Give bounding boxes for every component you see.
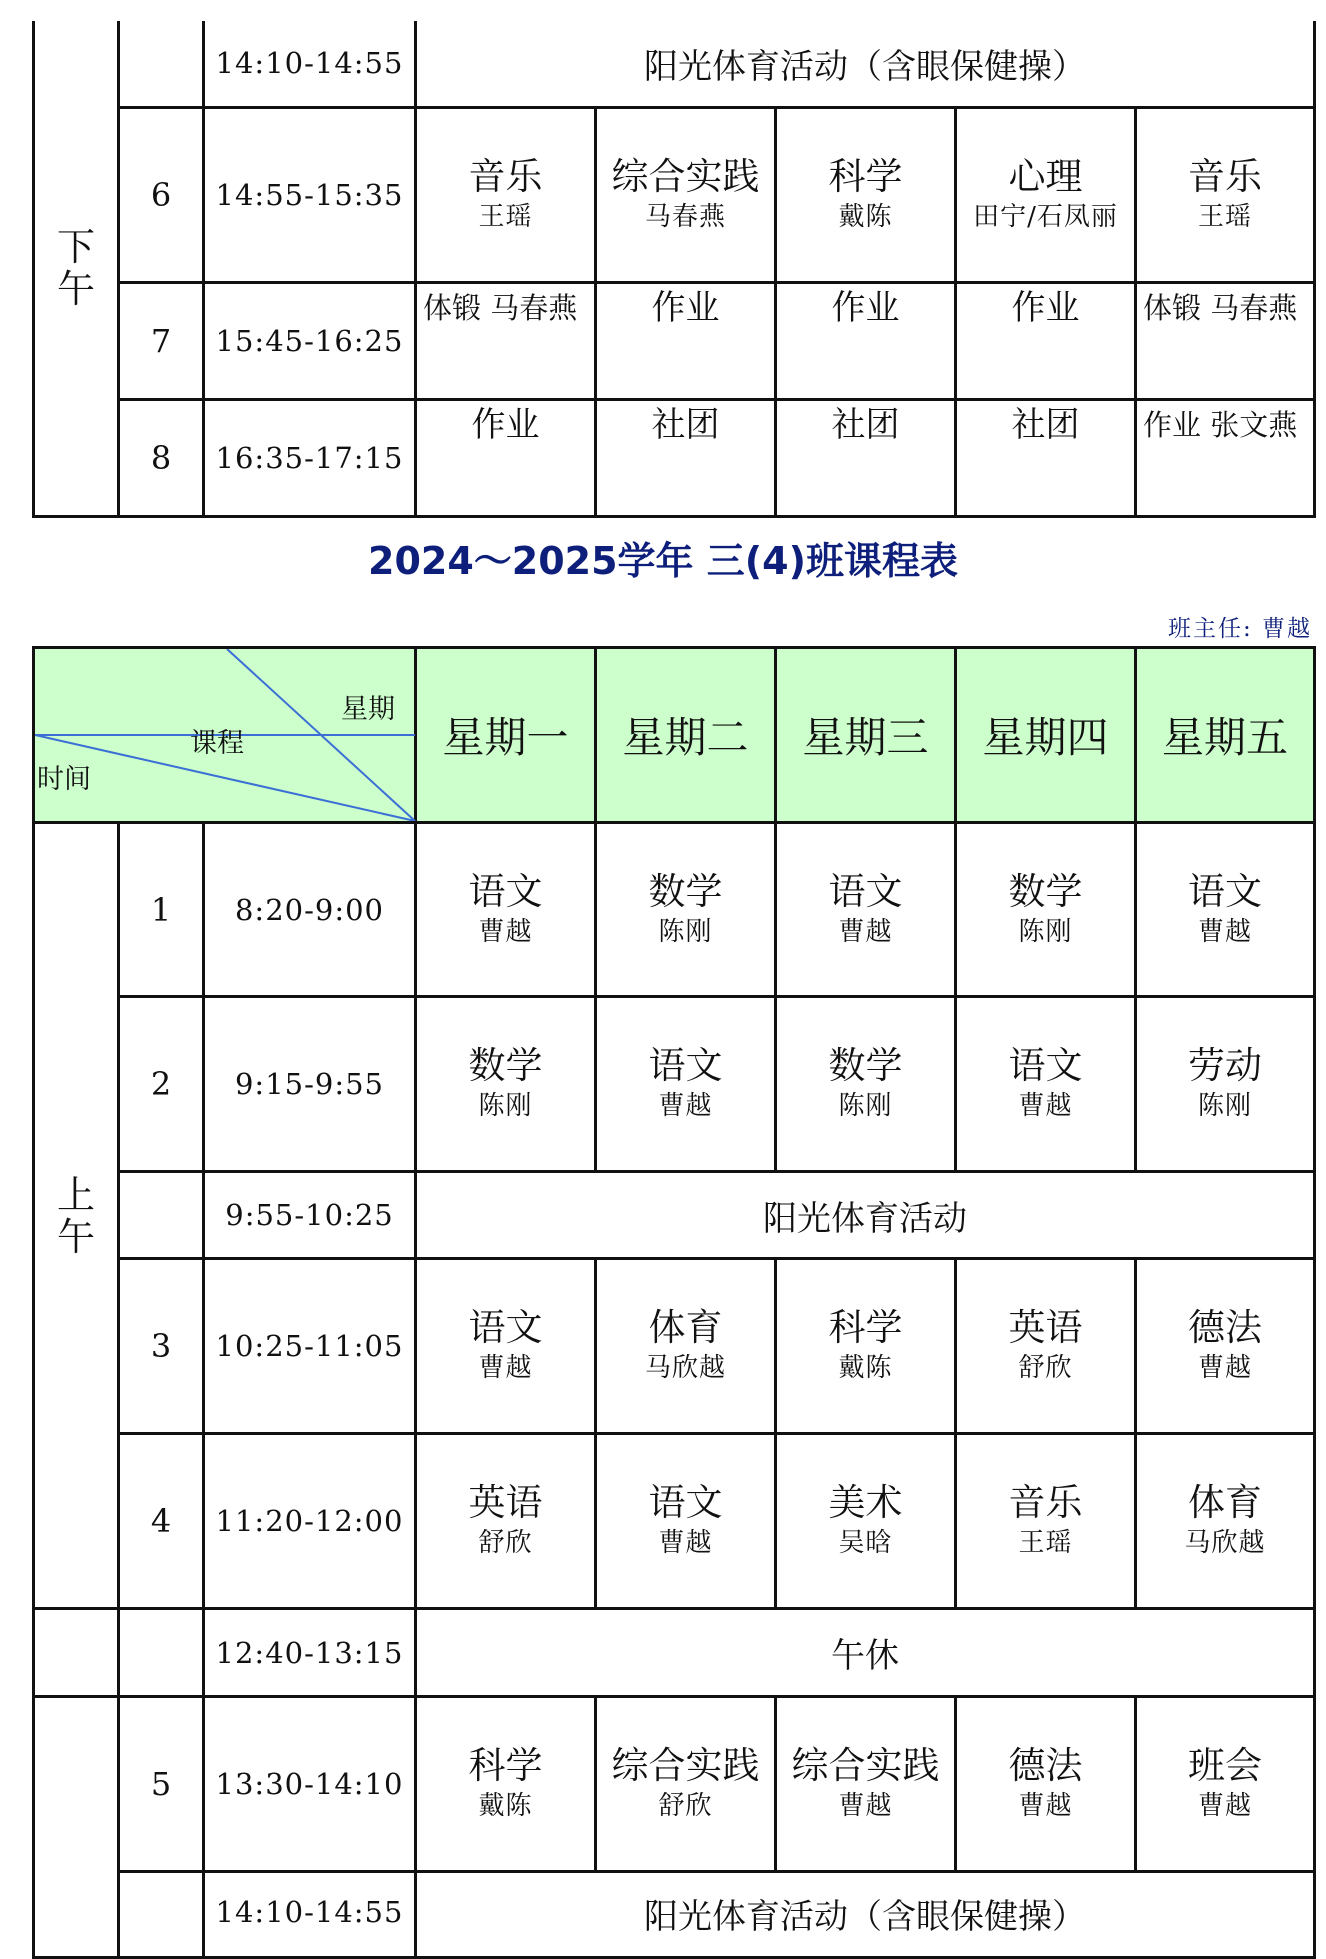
- teacher: 曹越: [1197, 1791, 1252, 1821]
- class-cell: 体锻 马春燕: [1136, 282, 1315, 399]
- subject: 语文: [648, 1481, 723, 1524]
- subject: 语文: [468, 869, 543, 913]
- teacher: 戴陈: [838, 201, 893, 232]
- class-cell: [956, 107, 1136, 282]
- class-cell: [776, 1259, 956, 1434]
- class-cell: 作业: [956, 282, 1136, 399]
- teacher: 曹越: [478, 916, 533, 947]
- class-cell: [416, 1434, 596, 1609]
- corner-weekday-label: 星期: [341, 694, 395, 725]
- noon-break-cell: 午休: [416, 1609, 1315, 1697]
- teacher: 王瑶: [478, 201, 533, 232]
- period-cell: 1: [119, 823, 204, 997]
- teacher: 曹越: [838, 916, 893, 947]
- period-2-row: [34, 997, 1315, 1172]
- teacher: 曹越: [1018, 1091, 1073, 1121]
- subject: 数学: [828, 1044, 903, 1087]
- day-header-wednesday: 星期三: [776, 648, 956, 823]
- period-cell: 4: [119, 1434, 204, 1609]
- subject: 语文: [828, 869, 903, 913]
- day-header-tuesday: 星期二: [596, 648, 776, 823]
- time-cell: 14:55-15:35: [204, 107, 416, 282]
- period-cell: 2: [119, 997, 204, 1172]
- subject: 科学: [468, 1744, 543, 1787]
- subject: 综合实践: [611, 1744, 760, 1787]
- corner-course-label: 课程: [190, 728, 244, 759]
- subject: 科学: [828, 154, 903, 198]
- header-row: [34, 648, 1315, 823]
- class-cell: 社团: [776, 399, 956, 516]
- afternoon-activity-row: [34, 1872, 1315, 1958]
- class-cell: [596, 107, 776, 282]
- class-cell: [596, 1697, 776, 1872]
- period-5-row: [34, 1697, 1315, 1872]
- teacher: 马春燕: [644, 201, 726, 232]
- noon-row: [34, 1609, 1315, 1697]
- teacher: 田宁/石凤丽: [973, 201, 1118, 232]
- subject: 德法: [1008, 1744, 1083, 1787]
- period-4-row: [34, 1434, 1315, 1609]
- class-cell: 体锻 马春燕: [416, 282, 596, 399]
- teacher: 吴晗: [838, 1528, 893, 1558]
- teacher: 曹越: [1197, 916, 1252, 947]
- class-cell: [416, 997, 596, 1172]
- subject: 语文: [1008, 1044, 1083, 1087]
- class-cell: [956, 1697, 1136, 1872]
- subject: 体育: [1188, 1481, 1262, 1524]
- time-cell: 11:20-12:00: [204, 1434, 416, 1609]
- top-schedule-table: [32, 21, 1316, 518]
- subject: 数学: [648, 869, 723, 913]
- teacher: 曹越: [658, 1528, 713, 1558]
- teacher: 陈刚: [1197, 1091, 1252, 1121]
- teacher: 马欣越: [644, 1353, 726, 1383]
- class-cell: [596, 1434, 776, 1609]
- subject: 综合实践: [791, 1744, 940, 1787]
- teacher: 曹越: [1197, 1353, 1252, 1383]
- class-cell: [956, 823, 1136, 997]
- teacher: 王瑶: [1197, 201, 1252, 232]
- subject: 数学: [1008, 869, 1083, 913]
- day-header-monday: 星期一: [416, 648, 596, 823]
- top-period-8-row: [34, 399, 1315, 516]
- class-cell: [776, 997, 956, 1172]
- class-cell: 作业: [776, 282, 956, 399]
- class-cell: [1136, 997, 1315, 1172]
- class-cell: [776, 823, 956, 997]
- teacher: 戴陈: [838, 1353, 893, 1383]
- class-cell: [416, 1697, 596, 1872]
- time-cell: 9:55-10:25: [204, 1172, 416, 1259]
- top-period-6-row: [34, 107, 1315, 282]
- time-cell: 8:20-9:00: [204, 823, 416, 997]
- top-period-7-row: [34, 282, 1315, 399]
- teacher: 曹越: [838, 1791, 893, 1821]
- afternoon-label: 下 午: [34, 21, 119, 516]
- class-cell: [776, 1434, 956, 1609]
- schedule-title: 2024～2025学年 三(4)班课程表: [368, 539, 958, 583]
- teacher: 曹越: [658, 1091, 713, 1121]
- corner-header: [34, 648, 416, 823]
- time-cell: 10:25-11:05: [204, 1259, 416, 1434]
- period-cell: [119, 1609, 204, 1697]
- time-cell: 14:10-14:55: [204, 1872, 416, 1958]
- teacher: 舒欣: [1018, 1353, 1073, 1383]
- day-header-friday: 星期五: [1136, 648, 1315, 823]
- period-3-row: [34, 1259, 1315, 1434]
- teacher: 陈刚: [658, 916, 713, 947]
- subject: 语文: [1188, 869, 1262, 913]
- class-cell: [1136, 107, 1315, 282]
- class-cell: [1136, 1259, 1315, 1434]
- subject: 体育: [648, 1306, 723, 1349]
- main-schedule-table: [32, 646, 1316, 1959]
- class-cell: 作业 张文燕: [1136, 399, 1315, 516]
- teacher: 曹越: [478, 1353, 533, 1383]
- time-cell: 16:35-17:15: [204, 399, 416, 516]
- subject: 语文: [648, 1044, 723, 1087]
- top-activity-row: [34, 21, 1315, 107]
- period-cell: 7: [119, 282, 204, 399]
- class-cell: [596, 997, 776, 1172]
- period-cell: 8: [119, 399, 204, 516]
- class-cell: 社团: [956, 399, 1136, 516]
- morning-label: 上 午: [34, 823, 119, 1609]
- class-cell: [416, 107, 596, 282]
- class-cell: [1136, 823, 1315, 997]
- class-cell: [596, 1259, 776, 1434]
- activity-cell: 阳光体育活动（含眼保健操）: [416, 1872, 1315, 1958]
- afternoon-label-cell: [34, 1697, 119, 1958]
- class-cell: [416, 1259, 596, 1434]
- class-cell: [1136, 1434, 1315, 1609]
- class-cell: 社团: [596, 399, 776, 516]
- time-cell: 14:10-14:55: [204, 21, 416, 107]
- subject: 数学: [468, 1044, 543, 1087]
- subject: 英语: [1008, 1306, 1083, 1349]
- class-cell: [956, 1259, 1136, 1434]
- teacher: 王瑶: [1018, 1528, 1073, 1558]
- subject: 班会: [1188, 1744, 1262, 1787]
- class-cell: [956, 997, 1136, 1172]
- subject: 科学: [828, 1306, 903, 1349]
- time-cell: 9:15-9:55: [204, 997, 416, 1172]
- period-cell: 6: [119, 107, 204, 282]
- head-teacher: 班主任: 曹越: [1167, 616, 1312, 642]
- class-cell: 作业: [596, 282, 776, 399]
- class-cell: 作业: [416, 399, 596, 516]
- period-cell: 3: [119, 1259, 204, 1434]
- day-header-thursday: 星期四: [956, 648, 1136, 823]
- subject: 劳动: [1188, 1044, 1262, 1087]
- subject: 心理: [1008, 154, 1083, 198]
- teacher: 陈刚: [1018, 916, 1073, 947]
- subject: 英语: [468, 1481, 543, 1524]
- period-1-row: [34, 823, 1315, 997]
- subject: 德法: [1188, 1306, 1262, 1349]
- subject: 音乐: [468, 154, 543, 198]
- period-cell: [119, 21, 204, 107]
- teacher: 舒欣: [658, 1791, 713, 1821]
- class-cell: [1136, 1697, 1315, 1872]
- period-cell: 5: [119, 1697, 204, 1872]
- subject: 美术: [828, 1481, 903, 1524]
- half-cell: [34, 1609, 119, 1697]
- time-cell: 12:40-13:15: [204, 1609, 416, 1697]
- time-cell: 15:45-16:25: [204, 282, 416, 399]
- teacher: 陈刚: [478, 1091, 533, 1121]
- activity-cell: 阳光体育活动（含眼保健操）: [416, 21, 1315, 107]
- teacher: 马欣越: [1184, 1528, 1266, 1558]
- class-cell: [596, 823, 776, 997]
- subject: 音乐: [1188, 154, 1262, 198]
- teacher: 戴陈: [478, 1791, 533, 1821]
- corner-time-label: 时间: [37, 764, 91, 795]
- class-cell: [776, 1697, 956, 1872]
- subject: 音乐: [1008, 1481, 1083, 1524]
- period-cell: [119, 1872, 204, 1958]
- teacher: 陈刚: [838, 1091, 893, 1121]
- class-cell: [416, 823, 596, 997]
- time-cell: 13:30-14:10: [204, 1697, 416, 1872]
- period-cell: [119, 1172, 204, 1259]
- morning-activity-row: [34, 1172, 1315, 1259]
- activity-cell: 阳光体育活动: [416, 1172, 1315, 1259]
- teacher: 舒欣: [478, 1528, 533, 1558]
- class-cell: [956, 1434, 1136, 1609]
- class-cell: [776, 107, 956, 282]
- teacher: 曹越: [1018, 1791, 1073, 1821]
- subject: 综合实践: [611, 154, 760, 198]
- subject: 语文: [468, 1306, 543, 1349]
